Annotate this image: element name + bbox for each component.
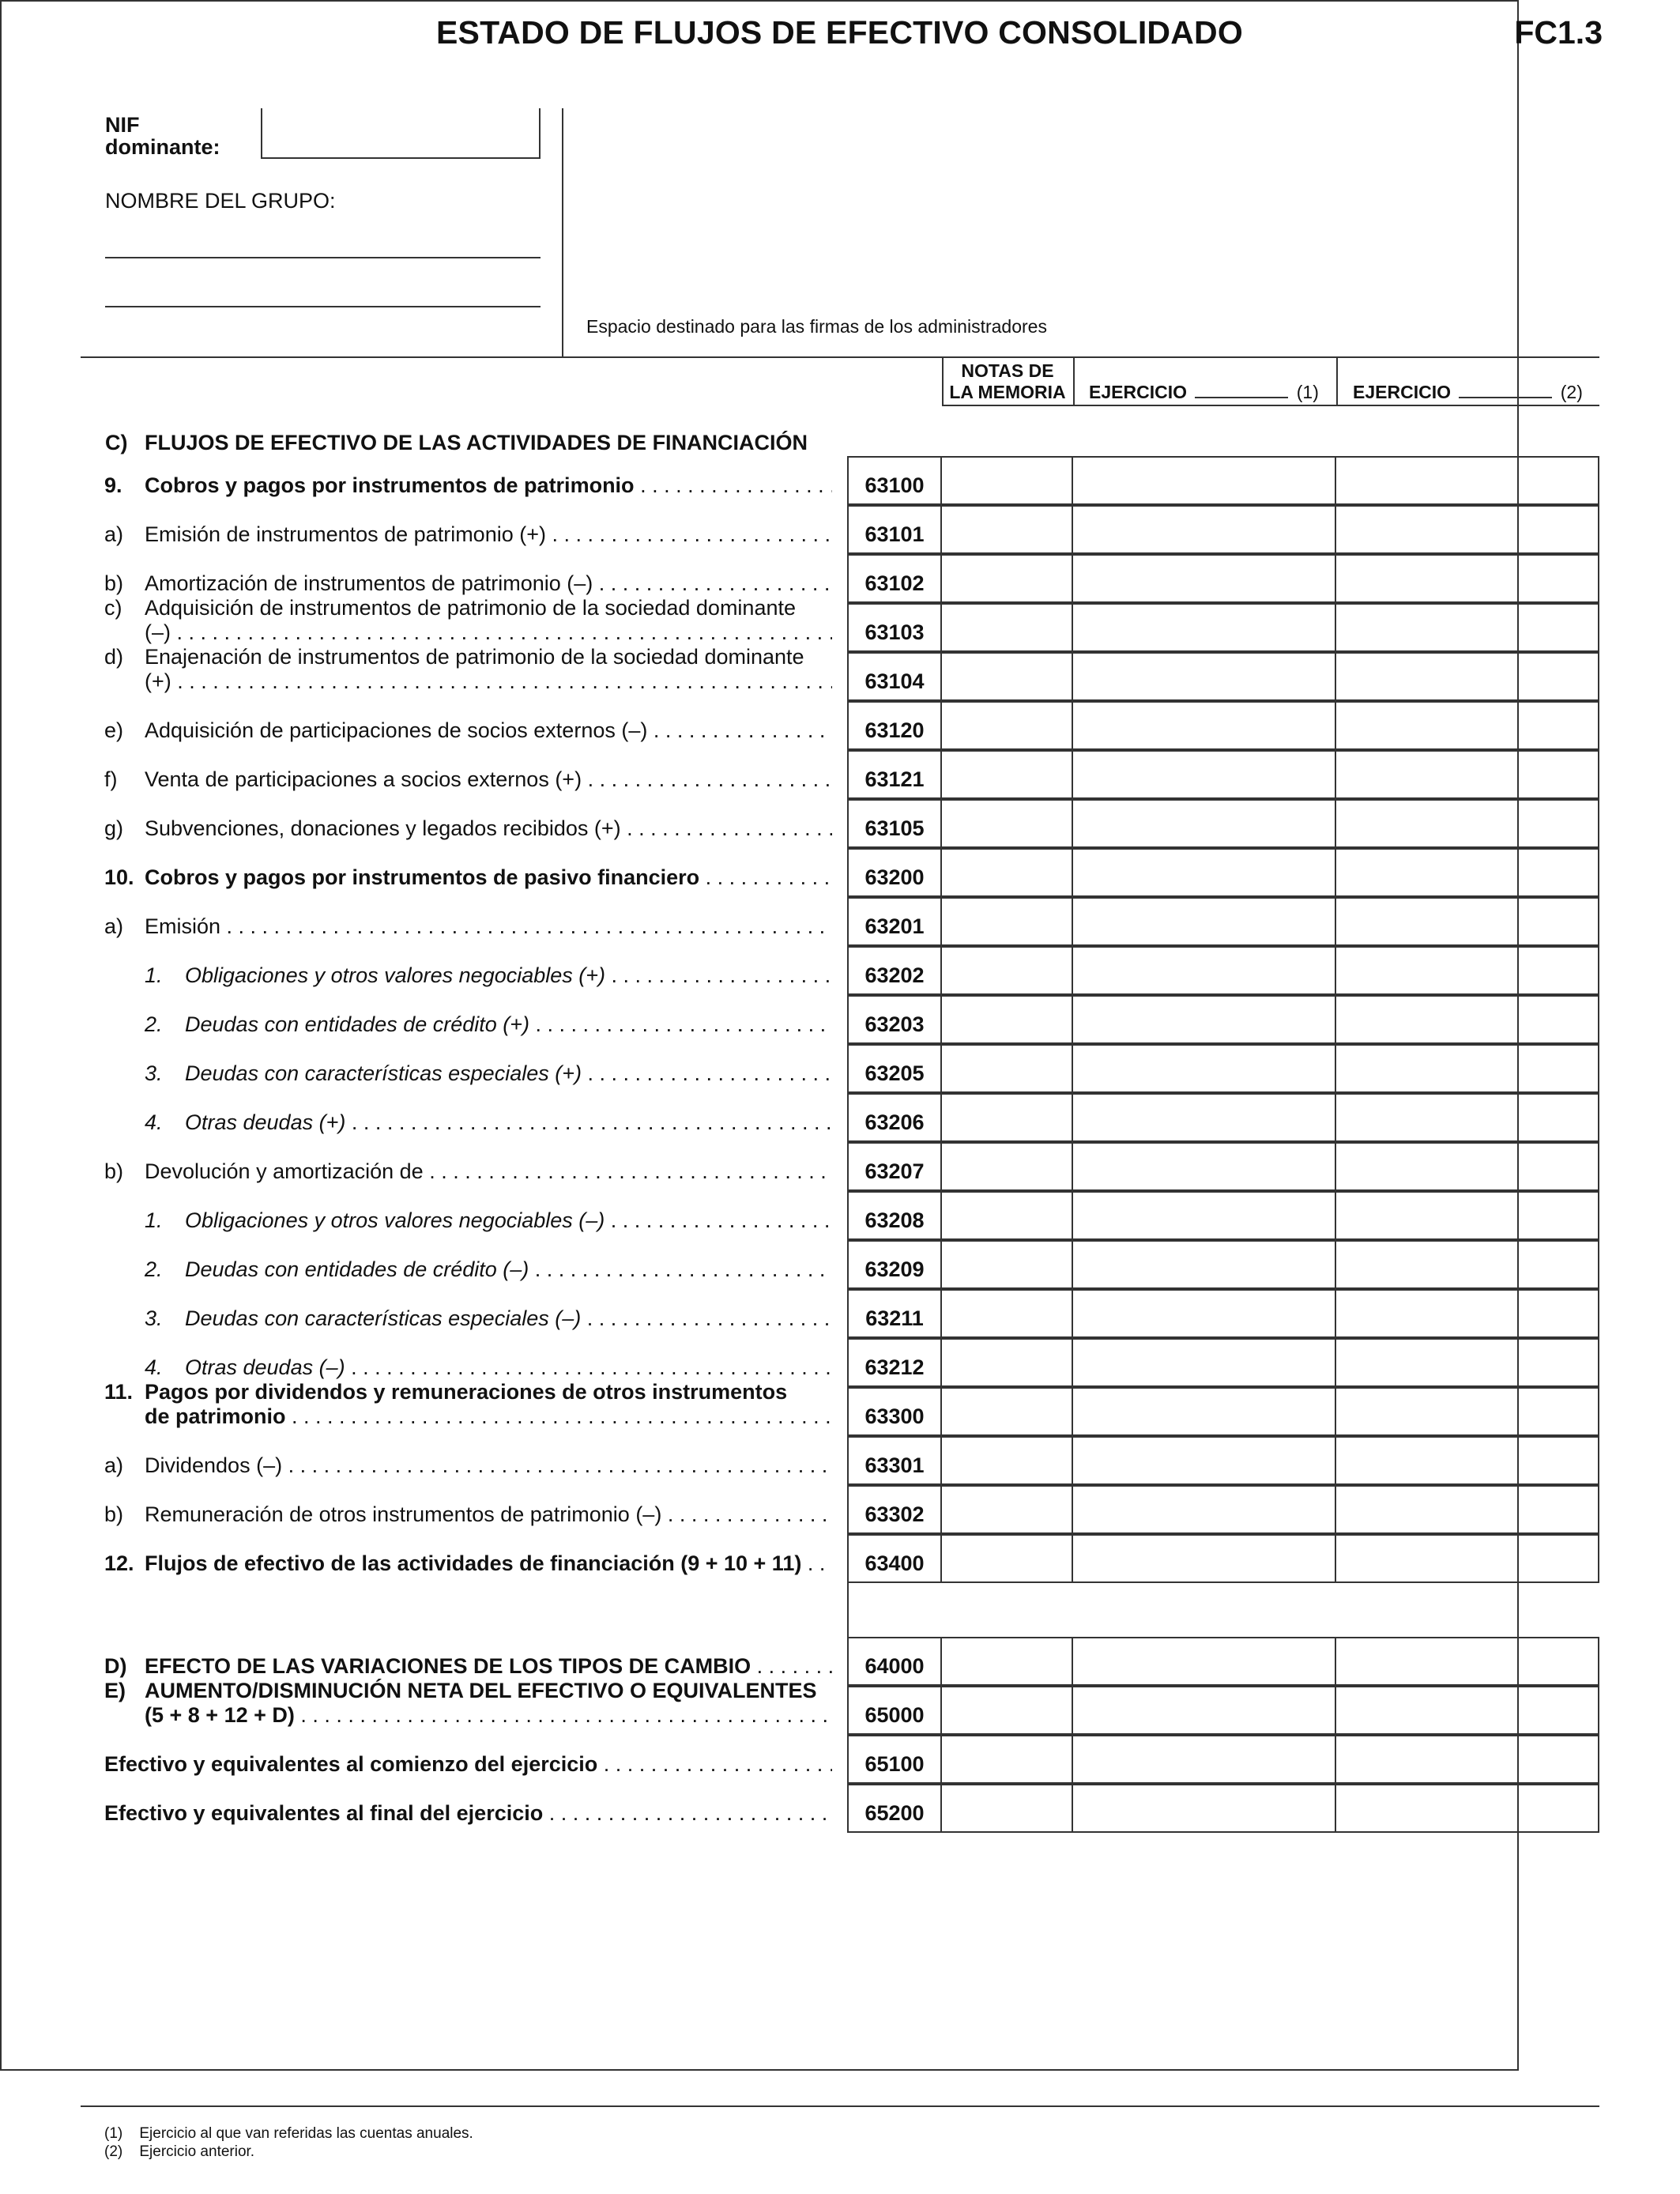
col-header-rule (942, 405, 1599, 406)
row-num: 11. (104, 1380, 134, 1404)
notas-cell[interactable] (940, 799, 1073, 848)
row-code: 63101 (864, 522, 925, 546)
ejercicio-2-cell[interactable] (1335, 456, 1599, 505)
row-text: Efectivo y equivalentes al final del ejercicio . . . (104, 1801, 832, 1826)
group-name-line-1[interactable] (105, 257, 541, 258)
notas-cell[interactable] (940, 652, 1073, 701)
ejercicio-2-cell[interactable] (1335, 897, 1599, 946)
ejercicio-1-cell[interactable] (1072, 848, 1336, 897)
header-bottom-rule (81, 356, 1599, 358)
row-text: Deudas con entidades de crédito (+) . . . (185, 1012, 832, 1037)
ejercicio-1-cell[interactable] (1072, 1240, 1336, 1289)
row-code: 63211 (865, 1306, 924, 1330)
table-row (0, 1093, 1680, 1142)
col-notas-line-1: NOTAS DE (961, 360, 1054, 381)
table-row (0, 1679, 1680, 1735)
ejercicio-1-cell[interactable] (1072, 701, 1336, 750)
ejercicio-2-cell[interactable] (1335, 1142, 1599, 1191)
ejercicio-2-cell[interactable] (1335, 1289, 1599, 1338)
ejercicio-2-cell[interactable] (1335, 1240, 1599, 1289)
notas-cell[interactable] (940, 1093, 1073, 1142)
ejercicio-2-year-field[interactable] (1459, 383, 1552, 398)
row-num: g) (104, 816, 124, 840)
row-text: Venta de participaciones a socios externos (+) . . . (145, 767, 832, 792)
separator-strip (847, 1583, 1599, 1638)
row-code: 65000 (864, 1703, 925, 1727)
row-text: Emisión de instrumentos de patrimonio (+) . . . (145, 522, 832, 547)
ejercicio-2-cell[interactable] (1335, 799, 1599, 848)
row-num: 2. (145, 1012, 163, 1036)
ejercicio-2-cell[interactable] (1335, 505, 1599, 554)
nif-label: NIF (105, 113, 140, 137)
ejercicio-2-cell[interactable] (1335, 1044, 1599, 1093)
section-c-num: C) (105, 431, 128, 454)
row-num: 3. (145, 1061, 163, 1085)
row-num: 12. (104, 1551, 134, 1575)
col-ejercicio-2-ref: (2) (1560, 382, 1583, 402)
notas-cell[interactable] (940, 946, 1073, 995)
notas-cell[interactable] (940, 1289, 1073, 1338)
table-row (0, 1735, 1680, 1784)
row-code: 63120 (864, 718, 925, 742)
row-text-line-1: Pagos por dividendos y remuneraciones de otros instrumentos (145, 1380, 788, 1404)
row-text: Deudas con características especiales (+) . . . (185, 1061, 832, 1086)
row-code: 63212 (864, 1355, 925, 1379)
row-text: Cobros y pagos por instrumentos de pasivo financiero . . . (145, 865, 832, 890)
row-text: Devolución y amortización de . . . (145, 1159, 832, 1184)
row-num: E) (104, 1679, 126, 1702)
table-row (0, 701, 1680, 750)
ejercicio-1-year-field[interactable] (1195, 383, 1288, 398)
row-num: e) (104, 718, 124, 742)
ejercicio-1-cell[interactable] (1072, 1686, 1336, 1735)
ejercicio-1-cell[interactable] (1072, 799, 1336, 848)
row-num: a) (104, 522, 124, 546)
row-num: 4. (145, 1355, 163, 1379)
group-name-line-2[interactable] (105, 306, 541, 307)
form-code: FC1.3 (1514, 14, 1603, 51)
table-row (0, 946, 1680, 995)
row-code: 63121 (864, 767, 925, 791)
footnote-1 (104, 2125, 473, 2143)
table-row (0, 799, 1680, 848)
notas-cell[interactable] (940, 1044, 1073, 1093)
header-divider (562, 108, 563, 357)
table-row (0, 848, 1680, 897)
row-num: f) (104, 767, 118, 791)
col-divider-3 (1336, 356, 1338, 405)
row-code: 64000 (864, 1654, 925, 1678)
ejercicio-2-cell[interactable] (1335, 1485, 1599, 1534)
footnote-1-text: Ejercicio al que van referidas las cuentas anuales. (139, 2125, 473, 2142)
table-row (0, 1485, 1680, 1534)
row-code: 63105 (864, 816, 925, 840)
col-ejercicio-1-ref: (1) (1296, 382, 1319, 402)
row-text: Obligaciones y otros valores negociables (+) . . . (185, 963, 832, 988)
row-num: 10. (104, 865, 134, 889)
notas-cell[interactable] (940, 603, 1073, 652)
row-code: 63201 (864, 914, 925, 938)
notas-cell[interactable] (940, 554, 1073, 603)
ejercicio-2-cell[interactable] (1335, 995, 1599, 1044)
notas-cell[interactable] (940, 1637, 1073, 1686)
notas-cell[interactable] (940, 1436, 1073, 1485)
nif-label-2: dominante: (105, 135, 220, 159)
row-text: Emisión . . . (145, 914, 832, 939)
ejercicio-2-cell[interactable] (1335, 701, 1599, 750)
ejercicio-1-cell[interactable] (1072, 1093, 1336, 1142)
row-code: 63301 (864, 1453, 925, 1477)
ejercicio-1-cell[interactable] (1072, 603, 1336, 652)
row-code: 63300 (864, 1404, 925, 1428)
footnote-2-text: Ejercicio anterior. (139, 2143, 255, 2160)
row-text-line-2: (5 + 8 + 12 + D) . . . (145, 1703, 832, 1728)
footnote-1-num: (1) (104, 2125, 123, 2142)
row-text: Efectivo y equivalentes al comienzo del ejercicio . . . (104, 1752, 832, 1777)
row-text: Flujos de efectivo de las actividades de financiación (9 + 10 + 11) . . . (145, 1551, 832, 1576)
row-num: 9. (104, 473, 122, 497)
notas-cell[interactable] (940, 1735, 1073, 1784)
ejercicio-1-cell[interactable] (1072, 554, 1336, 603)
table-row (0, 1289, 1680, 1338)
row-text-line-2: (+) . . . (145, 669, 832, 694)
ejercicio-2-cell[interactable] (1335, 750, 1599, 799)
row-code: 63302 (864, 1502, 925, 1526)
ejercicio-2-cell[interactable] (1335, 1784, 1599, 1833)
ejercicio-1-cell[interactable] (1072, 1387, 1336, 1436)
row-num: 1. (145, 963, 163, 987)
row-num: D) (104, 1654, 127, 1678)
row-code: 63207 (864, 1159, 925, 1183)
col-ejercicio-2-label: EJERCICIO (1353, 382, 1451, 402)
row-num: a) (104, 914, 124, 938)
row-code: 65100 (864, 1752, 925, 1776)
ejercicio-1-cell[interactable] (1072, 652, 1336, 701)
row-text: Obligaciones y otros valores negociables (–) . . . (185, 1208, 832, 1233)
ejercicio-2-cell[interactable] (1335, 1191, 1599, 1240)
ejercicio-1-cell[interactable] (1072, 1735, 1336, 1784)
ejercicio-2-cell[interactable] (1335, 1637, 1599, 1686)
table-row (0, 750, 1680, 799)
notas-cell[interactable] (940, 1784, 1073, 1833)
table-row (0, 505, 1680, 554)
row-code: 63200 (864, 865, 925, 889)
row-code: 65200 (864, 1801, 925, 1825)
col-ejercicio-2-header (1353, 382, 1583, 403)
table-row (0, 1380, 1680, 1436)
section-c-title: FLUJOS DE EFECTIVO DE LAS ACTIVIDADES DE FINANCIACIÓN (145, 431, 808, 454)
ejercicio-2-cell[interactable] (1335, 1387, 1599, 1436)
table-row (0, 456, 1680, 505)
row-code: 63203 (864, 1012, 925, 1036)
row-num: 1. (145, 1208, 163, 1232)
col-notas-header (942, 360, 1073, 403)
row-text: Cobros y pagos por instrumentos de patrimonio . . . (145, 473, 832, 498)
row-code: 63208 (864, 1208, 925, 1232)
ejercicio-2-cell[interactable] (1335, 554, 1599, 603)
notas-cell[interactable] (940, 750, 1073, 799)
row-code: 63100 (864, 473, 925, 497)
ejercicio-1-cell[interactable] (1072, 995, 1336, 1044)
notas-cell[interactable] (940, 1240, 1073, 1289)
ejercicio-1-cell[interactable] (1072, 1044, 1336, 1093)
ejercicio-1-cell[interactable] (1072, 1142, 1336, 1191)
ejercicio-1-cell[interactable] (1072, 1289, 1336, 1338)
row-text: Subvenciones, donaciones y legados recibidos (+) . . . (145, 816, 832, 841)
table-row (0, 1240, 1680, 1289)
row-code: 63103 (864, 620, 925, 644)
ejercicio-2-cell[interactable] (1335, 848, 1599, 897)
page-title: ESTADO DE FLUJOS DE EFECTIVO CONSOLIDADO (436, 14, 1243, 51)
ejercicio-1-cell[interactable] (1072, 1485, 1336, 1534)
col-divider-2 (1073, 356, 1075, 405)
footnote-rule (81, 2105, 1599, 2107)
row-text: Adquisición de participaciones de socios externos (–) . . . (145, 718, 832, 743)
ejercicio-2-cell[interactable] (1335, 652, 1599, 701)
notas-cell[interactable] (940, 505, 1073, 554)
ejercicio-1-cell[interactable] (1072, 1534, 1336, 1583)
ejercicio-2-cell[interactable] (1335, 1686, 1599, 1735)
row-code: 63102 (864, 571, 925, 595)
notas-cell[interactable] (940, 1191, 1073, 1240)
row-num: 2. (145, 1257, 163, 1281)
notas-cell[interactable] (940, 1142, 1073, 1191)
col-notas-line-2: LA MEMORIA (949, 382, 1066, 402)
row-text: Dividendos (–) . . . (145, 1453, 832, 1478)
notas-cell[interactable] (940, 1387, 1073, 1436)
ejercicio-1-cell[interactable] (1072, 1784, 1336, 1833)
footnote-2-num: (2) (104, 2143, 123, 2160)
row-code: 63104 (864, 669, 925, 693)
table-row (0, 1044, 1680, 1093)
ejercicio-1-cell[interactable] (1072, 505, 1336, 554)
ejercicio-2-cell[interactable] (1335, 946, 1599, 995)
row-text: Otras deudas (–) . . . (185, 1355, 832, 1380)
row-code: 63400 (864, 1551, 925, 1575)
col-ejercicio-1-label: EJERCICIO (1089, 382, 1187, 402)
row-text: Otras deudas (+) . . . (185, 1110, 832, 1135)
ejercicio-2-cell[interactable] (1335, 1093, 1599, 1142)
ejercicio-1-cell[interactable] (1072, 1191, 1336, 1240)
notas-cell[interactable] (940, 1338, 1073, 1387)
ejercicio-2-cell[interactable] (1335, 1436, 1599, 1485)
ejercicio-1-cell[interactable] (1072, 1338, 1336, 1387)
row-code: 63205 (864, 1061, 925, 1085)
table-row (0, 645, 1680, 701)
notas-cell[interactable] (940, 995, 1073, 1044)
table-row (0, 1784, 1680, 1833)
table-row (0, 995, 1680, 1044)
ejercicio-1-cell[interactable] (1072, 456, 1336, 505)
ejercicio-1-cell[interactable] (1072, 946, 1336, 995)
row-code: 63206 (864, 1110, 925, 1134)
row-num: 3. (145, 1306, 163, 1330)
row-num: b) (104, 571, 124, 595)
signature-note: Espacio destinado para las firmas de los administradores (586, 316, 1047, 337)
ejercicio-1-cell[interactable] (1072, 1637, 1336, 1686)
row-num: 4. (145, 1110, 163, 1134)
row-text-line-1: Adquisición de instrumentos de patrimonio de la sociedad dominante (145, 596, 797, 620)
row-text: Deudas con características especiales (–) . . . (185, 1306, 832, 1331)
table-row (0, 1436, 1680, 1485)
ejercicio-1-cell[interactable] (1072, 1436, 1336, 1485)
row-text: EFECTO DE LAS VARIACIONES DE LOS TIPOS DE CAMBIO . . . (145, 1654, 832, 1679)
ejercicio-2-cell[interactable] (1335, 1735, 1599, 1784)
notas-cell[interactable] (940, 1686, 1073, 1735)
row-text: Amortización de instrumentos de patrimonio (–) . . . (145, 571, 832, 596)
ejercicio-1-cell[interactable] (1072, 897, 1336, 946)
table-row (0, 1534, 1680, 1583)
row-num: c) (104, 596, 122, 620)
row-text-line-2: de patrimonio . . . (145, 1404, 832, 1429)
row-text-line-2: (–) . . . (145, 620, 832, 645)
notas-cell[interactable] (940, 1485, 1073, 1534)
row-code: 63202 (864, 963, 925, 987)
col-ejercicio-1-header (1089, 382, 1319, 403)
ejercicio-2-cell[interactable] (1335, 1338, 1599, 1387)
table-row (0, 1191, 1680, 1240)
table-row (0, 897, 1680, 946)
ejercicio-1-cell[interactable] (1072, 750, 1336, 799)
ejercicio-2-cell[interactable] (1335, 603, 1599, 652)
row-num: a) (104, 1453, 124, 1477)
ejercicio-2-cell[interactable] (1335, 1534, 1599, 1583)
row-text-line-1: Enajenación de instrumentos de patrimonio de la sociedad dominante (145, 645, 804, 669)
row-text: Remuneración de otros instrumentos de patrimonio (–) . . . (145, 1502, 832, 1527)
row-text-line-1: AUMENTO/DISMINUCIÓN NETA DEL EFECTIVO O EQUIVALENTES (145, 1679, 817, 1702)
row-code: 63209 (864, 1257, 925, 1281)
row-text: Deudas con entidades de crédito (–) . . . (185, 1257, 832, 1282)
notas-cell[interactable] (940, 897, 1073, 946)
row-num: b) (104, 1502, 124, 1526)
notas-cell[interactable] (940, 1534, 1073, 1583)
table-row (0, 1142, 1680, 1191)
notas-cell[interactable] (940, 848, 1073, 897)
group-name-label: NOMBRE DEL GRUPO: (105, 189, 336, 213)
notas-cell[interactable] (940, 456, 1073, 505)
notas-cell[interactable] (940, 701, 1073, 750)
row-num: b) (104, 1159, 124, 1183)
footnote-2 (104, 2143, 254, 2161)
nif-field[interactable] (261, 108, 541, 159)
row-num: d) (104, 645, 124, 669)
